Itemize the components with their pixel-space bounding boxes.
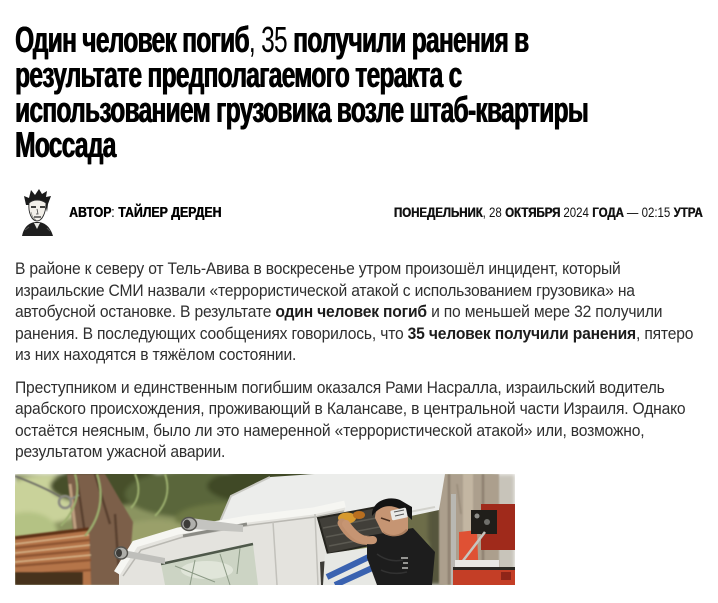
text-segment: 2024 [560, 204, 593, 220]
article-title-line [15, 89, 589, 130]
article-paragraph [15, 258, 705, 366]
tyler-durden-portrait-icon [19, 188, 55, 236]
text-segment: 35 человек получили ранения [407, 323, 636, 343]
text-segment: результате предполагаемого теракта с [15, 54, 462, 95]
text-segment: , 35 [248, 19, 294, 60]
article-photo [15, 474, 515, 585]
text-segment: АВТОР [69, 203, 112, 221]
text-segment: — 02:15 [624, 204, 674, 220]
text-segment: : [111, 203, 119, 221]
article-title-line [15, 124, 483, 165]
text-segment: , 28 [483, 204, 506, 220]
text-segment: Преступником и единственным погибшим оказался Рами Насралла, израильский водитель арабского происхождения, проживающий в Калансаве, в центральной части Израиля. Однако остаётся неясным, было ли это намеренной «террористической атакой» или, возможно, результатом ужасной аварии. [15, 377, 686, 461]
article-title [15, 19, 703, 165]
text-segment: УТРА [673, 204, 703, 220]
author-name[interactable] [69, 204, 221, 221]
byline-row [15, 188, 703, 236]
text-segment: ОКТЯБРЯ [505, 204, 561, 220]
publish-datetime [394, 204, 703, 220]
article-title-line [15, 19, 529, 60]
text-segment: , пятеро из них находятся в тяжёлом состоянии. [15, 323, 694, 364]
text-segment: получили ранения в [293, 19, 529, 60]
article-body [15, 258, 703, 463]
text-segment: ГОДА [592, 204, 625, 220]
text-segment: В районе к северу от Тель-Авива в воскресенье утром произошёл инцидент, который израильские СМИ назвали «террористической атакой с использованием грузовика» на автобусной остановке. В результате [15, 259, 635, 321]
author-avatar-icon[interactable] [19, 188, 55, 236]
text-segment: использованием грузовика возле штаб-квартиры [15, 89, 589, 130]
article-title-line [15, 54, 483, 95]
text-segment: Моссада [15, 124, 116, 165]
truck-crash-photo [15, 474, 515, 585]
text-segment: ТАЙЛЕР ДЕРДЕН [118, 203, 222, 221]
article-page [0, 19, 718, 585]
text-segment: ПОНЕДЕЛЬНИК [394, 204, 484, 220]
tiled-roof [15, 529, 91, 585]
text-segment: один человек погиб [275, 302, 427, 321]
article-paragraph [15, 377, 705, 463]
text-segment: и по меньшей мере 32 получили ранения. В последующих сообщениях говорилось, что [15, 302, 663, 343]
text-segment: Один человек погиб [15, 19, 249, 60]
